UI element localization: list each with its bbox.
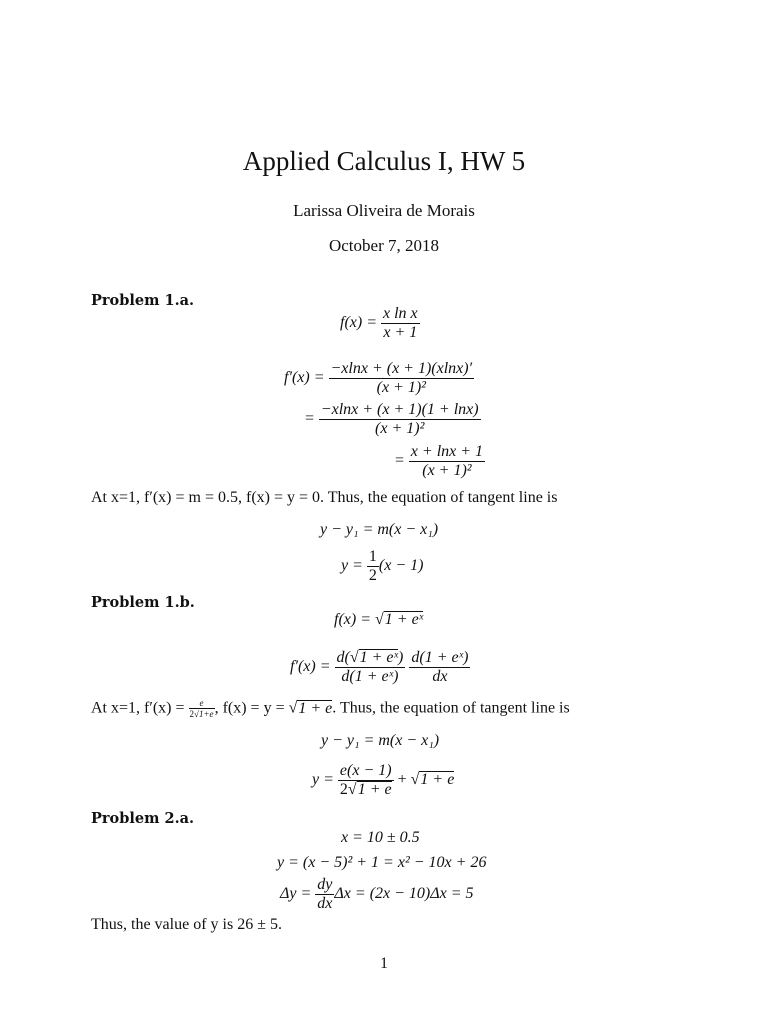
eq-2a-delta-y-lhs: Δy = xyxy=(280,885,312,903)
problem-2a-heading: Problem 2.a. xyxy=(91,810,195,827)
eq-1a-function xyxy=(340,305,420,342)
problem-1b-text-radicand: 1 + e xyxy=(298,699,333,717)
eq-1a-derivative-1 xyxy=(284,360,474,397)
eq-1b-derivative-numerator-1-close: ) xyxy=(398,649,404,666)
eq-1b-derivative-numerator-1-radicand: 1 + eˣ xyxy=(359,649,399,666)
eq-1b-tangent-line-radicand: 1 + e xyxy=(420,771,455,789)
eq-1b-derivative-fraction-1 xyxy=(335,649,406,686)
eq-1a-derivative-1-fraction xyxy=(329,360,475,397)
problem-1b-text-fraction-numerator: e xyxy=(189,699,215,709)
eq-1a-tangent-line-numerator: 1 xyxy=(368,548,377,565)
sqrt-icon: √ xyxy=(410,771,420,789)
eq-2a-delta-y-numerator: dy xyxy=(317,876,333,893)
eq-1b-function xyxy=(334,611,423,629)
eq-1a-tangent-line-fraction xyxy=(367,548,379,585)
problem-1b-text-fraction xyxy=(189,699,215,719)
problem-1b-text-part-a: At x=1, f′(x) = xyxy=(91,699,185,717)
eq-1b-tangent-line-denominator-radicand: 1 + e xyxy=(357,781,392,798)
eq-1b-derivative-numerator-1 xyxy=(335,649,406,668)
eq-1a-derivative-2-denominator: (x + 1)² xyxy=(375,420,425,437)
eq-2a-delta-y xyxy=(280,876,474,913)
eq-1b-derivative xyxy=(290,649,470,686)
eq-1a-derivative-3-numerator: x + lnx + 1 xyxy=(410,443,484,460)
author-name: Larissa Oliveira de Morais xyxy=(293,201,475,220)
eq-1b-derivative-denominator-2: dx xyxy=(432,668,448,685)
eq-1b-tangent-line-fraction xyxy=(338,762,394,799)
eq-1a-function-numerator: x ln x xyxy=(383,305,418,322)
eq-1a-tangent-line-rhs: (x − 1) xyxy=(378,557,424,575)
sqrt-icon: √ xyxy=(288,699,298,717)
sqrt-icon: √ xyxy=(349,649,359,666)
eq-1a-derivative-1-denominator: (x + 1)² xyxy=(376,379,426,396)
eq-2a-x: x = 10 ± 0.5 xyxy=(341,829,420,846)
document-title: Applied Calculus I, HW 5 xyxy=(242,146,526,176)
eq-1b-derivative-fraction-2 xyxy=(409,649,470,686)
problem-1a-text: At x=1, f′(x) = m = 0.5, f(x) = y = 0. Thus, the equation of tangent line is xyxy=(91,489,558,506)
eq-1b-tangent-general: y − y₁ = m(x − x₁) xyxy=(321,732,440,749)
eq-1b-tangent-line-numerator: e(x − 1) xyxy=(338,762,394,781)
problem-1b-text-part-b: , f(x) = y = xyxy=(214,699,285,717)
problem-1b-text-part-c: . Thus, the equation of tangent line is xyxy=(332,699,570,717)
eq-1a-tangent-line-denominator: 2 xyxy=(368,567,377,584)
eq-1b-tangent-line-plus: + xyxy=(397,771,407,789)
eq-1a-function-lhs: f(x) = xyxy=(340,314,377,332)
eq-1a-derivative-2 xyxy=(304,401,481,438)
eq-1a-tangent-line-lhs: y = xyxy=(341,557,363,575)
eq-1a-derivative-3-lhs: = xyxy=(394,452,405,470)
problem-2a-text: Thus, the value of y is 26 ± 5. xyxy=(91,916,282,933)
eq-1a-derivative-2-fraction xyxy=(319,401,481,438)
eq-2a-delta-y-fraction xyxy=(315,876,334,913)
eq-1b-tangent-line xyxy=(312,762,454,799)
eq-1a-derivative-2-lhs: = xyxy=(304,410,315,428)
eq-1a-derivative-2-numerator: −xlnx + (x + 1)(1 + lnx) xyxy=(320,401,479,418)
problem-1b-text-fraction-radicand: 1+e xyxy=(198,709,214,719)
page-number: 1 xyxy=(380,955,388,972)
eq-1b-derivative-numerator-2: d(1 + eˣ) xyxy=(411,649,469,666)
problem-1b-heading: Problem 1.b. xyxy=(91,594,195,611)
eq-2a-y: y = (x − 5)² + 1 = x² − 10x + 26 xyxy=(277,854,487,871)
eq-1a-derivative-3 xyxy=(394,443,485,480)
eq-1a-derivative-1-lhs: f′(x) = xyxy=(284,369,325,387)
eq-1b-derivative-numerator-1-open: d( xyxy=(336,649,350,666)
eq-2a-delta-y-rhs: Δx = (2x − 10)Δx = 5 xyxy=(334,885,474,903)
eq-1b-tangent-line-lhs: y = xyxy=(312,771,334,789)
eq-1a-tangent-general: y − y₁ = m(x − x₁) xyxy=(320,521,439,538)
sqrt-icon: √ xyxy=(375,611,384,628)
eq-1a-derivative-1-numerator: −xlnx + (x + 1)(xlnx)′ xyxy=(330,360,473,377)
problem-1a-heading: Problem 1.a. xyxy=(91,292,195,309)
eq-1b-function-radicand: 1 + eˣ xyxy=(384,611,424,628)
problem-1b-text-fraction-denominator: 2√1+e xyxy=(189,709,214,719)
problem-1b-text xyxy=(91,699,570,719)
eq-1a-function-fraction xyxy=(381,305,420,342)
eq-1a-tangent-line xyxy=(341,548,423,585)
eq-1b-derivative-denominator-1: d(1 + eˣ) xyxy=(341,668,399,685)
eq-2a-delta-y-denominator: dx xyxy=(317,895,333,912)
eq-1b-function-lhs: f(x) = xyxy=(334,611,371,628)
eq-1a-derivative-3-fraction xyxy=(409,443,485,480)
document-date: October 7, 2018 xyxy=(328,236,439,255)
eq-1a-derivative-3-denominator: (x + 1)² xyxy=(422,462,472,479)
eq-1a-function-denominator: x + 1 xyxy=(383,324,418,341)
eq-1b-tangent-line-denominator: 2√1 + e xyxy=(339,781,392,798)
eq-1b-derivative-lhs: f′(x) = xyxy=(290,658,331,676)
